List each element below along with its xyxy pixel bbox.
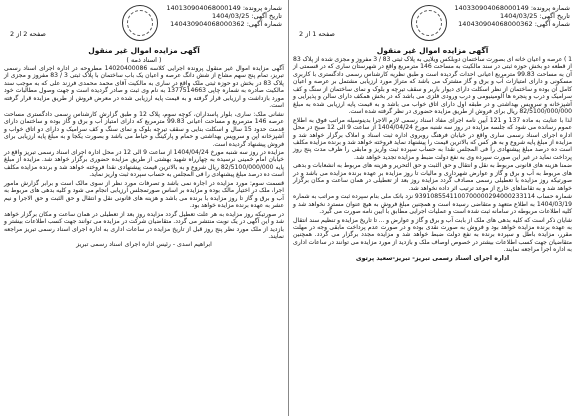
notice-paragraph: مزایده در روز سه شنبه مورخ 1404/04/24 از ساعت 9 الی 12 در محل اداره اجرای اسناد رسمی تبریز واقع در خیابان امام خمینی نرسیده به چهارراه شهید بهشتی از طریق مزایده حضوری برگزار خواهد شد. مزایده از مبلغ پایه 82/5100/000/000 ریال شروع و به بالاترین قیمت پیشنهادی نقدا فروخته خواهد شد و برنده مزایده مکلف است ده درصد مبلغ پیشنهادی را فی المجلس به حساب سپرده ثبت واریز نماید.	[4, 148, 284, 179]
header-info	[454, 4, 570, 29]
emblem-seal	[411, 5, 447, 41]
notice-paragraph: نشانی ملک: ساری، بلوار پاسداران، کوچه سوم، پلاک 12 و طبق گزارش کارشناس رسمی دادگستری مساحت عرصه 146 مترمربع و مساحت اعیانی 99.83 مترمربع که دارای امتیاز آب و برق و گاز بوده و ساختمان دارای قدمت حدود 15 سال و اسکلت بنایی و سقف تیرچه بلوک و نمای سنگ و کف سرامیک و دارای دو اتاق خواب و آشپزخانه اپن و سرویس بهداشتی و حمام و پارکینگ و حیاط می باشد و بصورت یکجا و به مبلغ پایه ارزیابی برای فروش پیشنهاد گردیده است.	[4, 110, 284, 148]
notice-paragraph: شماره حساب 9391085541100700000294000233114 نزد بانک ملی بنام سپرده ثبت و مراتب به شماره 1404/03/19 به اطلاع متعهد و متقاضی رسیده است و همچنین مبلغ فروش به هیچ عنوان مسترد نخواهد شد و کلیه اطلاعات مربوطه در سامانه ثبت شده است و عملیات اجرایی مطابق با آیین نامه صورت می گیرد.	[293, 193, 572, 216]
notice-paragraph: شایان ذکر است که کلیه بدهی های ملک از بابت آب و برق و گاز و عوارض و ... تا تاریخ مزایده و تنظیم سند انتقال به عهده برنده مزایده خواهد بود و فروش به صورت نقدی بوده و در صورت عدم پرداخت مابقی وجه در مهلت مقرر، مزایده باطل و سپرده برنده به نفع دولت ضبط خواهد شد و مزایده مجدد برگزار می گردد. همچنین متقاضیان جهت کسب اطلاعات بیشتر در خصوص اوصاف ملک و بازدید از مورد مزایده می توانند در ساعات اداری به اداره اجرا مراجعه نمایند.	[293, 216, 572, 254]
notice-date: تاریخ آگهی: 1404/03/25	[499, 12, 570, 21]
page-number: صفحه 1 از 2	[299, 30, 335, 38]
emblem-seal	[122, 5, 158, 41]
signature: ابراهیم اسدی - رئیس اداره اجرای اسناد رسمی تبریز	[76, 241, 212, 249]
notice-paragraph: در صورتیکه روز مزایده به هر علت تعطیل گردد مزایده روز بعد از تعطیلی در همان ساعت و مکان برگزار خواهد شد و این آگهی در یک نوبت منتشر می گردد. متقاضیان شرکت در مزایده می توانند جهت کسب اطلاعات بیشتر و بازدید از ملک مورد نظر پنج روز قبل از تاریخ مزایده در ساعات اداری به اداره اجرای اسناد رسمی تبریز مراجعه نمایند.	[4, 210, 284, 240]
notice-body	[293, 56, 572, 254]
notice-date: تاریخ آگهی: 1404/03/25	[211, 12, 282, 21]
notice-paragraph: آگهی مزایده اموال غیر منقول پرونده اجرایی کلاسه 14020400086 مطروحه در اداره اجرای اسناد رسمی تبریز، تمام پنج سهم مشاع از شش دانگ عرصه و اعیان یک باب ساختمان با پلاک ثبتی 3 / 83 مفروز و مجزی از پلاک 83 در بخش دو حوزه ثبتی ملک واقع در ساری به مالکیت آقای محمد محمدی فرزند علی که به موجب سند مالکیت صادره به شماره چاپی 1377514663 به نام وی ثبت و صادر گردیده است و جهت وصول مطالبات خود مورد بازداشت و ارزیابی قرار گرفته و به قیمت پایه ارزیابی شده در معرض فروش از طریق مزایده قرار گرفته است.	[4, 65, 284, 110]
header-info	[166, 4, 282, 29]
notice-title: آگهی مزایده اموال غیر منقول	[376, 46, 489, 55]
notice-header	[293, 2, 572, 46]
notice-body	[4, 65, 284, 240]
notice-paragraph: ضمنا هزینه های قانونی مربوط به نقل و انتقال و حق الثبت و حق التحریر و هزینه های مربوط به انشعابات و بدهی های مربوط به آب و برق و گاز و عوارض شهرداری و مالیات تا روز مزایده بر عهده برنده مزایده می باشد و در صورتیکه روز مزایده با تعطیلی رسمی مصادف گردد مزایده روز بعد از تعطیلی در همان ساعت و مکان برگزار خواهد شد و به تقاضاهای خارج از موعد ترتیب اثر داده نخواهد شد.	[293, 162, 572, 192]
notice-paragraph: 1 ) عرصه و اعیان خانه ای بصورت ساختمان دوبلکس ویلایی به پلاک ثبتی 83 / 3 مفروز و مجزی شده از پلاک 83 از قطعه دو بخش حوزه ثبتی در سند مالکیت به مساحت 146 مترمربع واقع در شهرستان ساری که در قسمتی از آن به مساحت 99.83 مترمربع اعیانی احداث گردیده است و طبق نظریه کارشناس رسمی دادگستری با کاربری مسکونی و دارای امتیازات آب و برق و گاز مشترک می باشد که متراژ مورد ارزیابی مشتمل بر عرصه و اعیان کامل آن بوده و ساختمان از نظر اسکلت دارای دیوار باربر و سقف تیرچه و بلوک و نمای ساختمان از سنگ و کف سرامیک و درب و پنجره ها آلومینیومی و درب ورودی فلزی می باشد که در بخش همکف دارای سالن و پذیرایی و آشپزخانه و سرویس بهداشتی و در طبقه اول دارای اتاق خواب می باشد و به قیمت پایه ارزیابی شده به مبلغ 82/5100/000/000 ریال برای فروش از طریق مزایده حضوری در نظر گرفته شده است.	[293, 56, 573, 116]
notice-paragraph: قسمت سوم: مورد مزایده در اجاره نمی باشد و تصرفات مورد نظر از سوی مالک است و برابر گزارش مامور اجرا، ملک در اختیار مالک بوده و مزایده بر اساس صورتمجلس ارزیابی انجام می شود و کلیه بدهی های مربوط به آب و برق و گاز تا روز مزایده با برنده می باشد و هزینه های قانونی نقل و انتقال و حق الثبت و حق الاجرا و نیم عشر به عهده برنده مزایده خواهد بود.	[4, 179, 284, 210]
case-number: شماره پرونده: 140130904068000149	[166, 4, 282, 12]
notice-number: شماره آگهی: 140430904068000362	[170, 20, 282, 29]
notice-page-1	[288, 0, 576, 416]
notice-number: شماره آگهی: 140430904068000362	[458, 20, 570, 29]
notice-title: آگهی مزایده اموال غیر منقول	[88, 46, 200, 55]
signature: اداره اجرای اسناد رسمی تبریز- تبریز-سعید پرتوی	[355, 254, 510, 262]
notice-paragraph: لذا با عنایت به ماده 137 و 121 آیین نامه اجرای مفاد اسناد رسمی لازم الاجرا بدینوسیله مراتب فوق به اطلاع عموم رسانده می شود که جلسه مزایده در روز سه شنبه مورخ 1404/04/24 از ساعت 9 الی 12 صبح در محل اداره اجرای اسناد رسمی ساری واقع در خیابان فرهنگ روبروی اداره ثبت اسناد و املاک برگزار خواهد شد و مزایده از مبلغ پایه شروع و به هر کس که بالاترین قیمت را پیشنهاد نماید فروخته خواهد شد و برنده مزایده مکلف است ده درصد مبلغ پیشنهادی را فی المجلس نقدا به حساب سپرده ثبت واریز و مابقی را ظرف مدت پنج روز پرداخت نماید در غیر این صورت سپرده وی به نفع دولت ضبط و مزایده تجدید خواهد شد.	[293, 116, 572, 161]
notice-header	[4, 2, 284, 46]
case-number: شماره پرونده: 140330904068000149	[454, 4, 570, 12]
notice-subtitle: ( اسناد ذمه )	[126, 56, 162, 64]
page-number: صفحه 2 از 2	[10, 30, 46, 38]
